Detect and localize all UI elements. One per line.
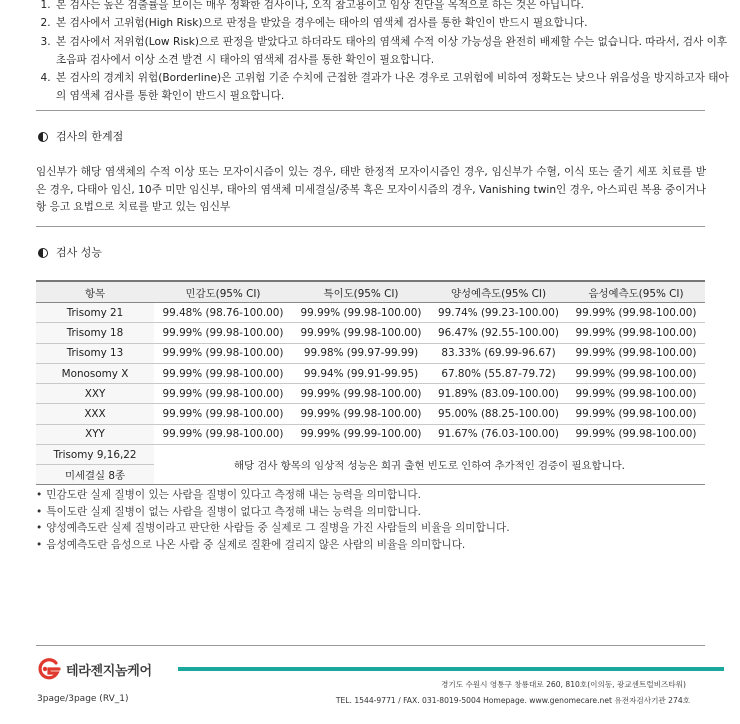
cell-specificity: 99.99% (99.98-100.00) xyxy=(292,404,430,424)
cell-specificity: 99.99% (99.98-100.00) xyxy=(292,384,430,404)
note-item: 4. 본 검사의 경계치 위험(Borderline)은 고위험 기준 수치에 근접한 결과가 나온 경우로 고위험에 비하여 정확도는 낮으나 위음성을 방지하고자 태아의 염색체 검사를 통한 확인이 반드시 필요합니다. xyxy=(54,69,734,106)
cell-ppv: 99.74% (99.23-100.00) xyxy=(430,303,567,323)
row-item: Trisomy 21 xyxy=(36,303,154,323)
cell-npv: 99.99% (99.98-100.00) xyxy=(567,323,705,343)
row-item: Monosomy X xyxy=(36,363,154,383)
extra-note: 해당 검사 항목의 임상적 성능은 희귀 출현 빈도로 인하여 추가적인 검증이 필요합니다. xyxy=(154,445,705,485)
cell-specificity: 99.99% (99.98-100.00) xyxy=(292,303,430,323)
performance-heading xyxy=(38,246,102,260)
definition-item: • 민감도란 실제 질병이 있는 사람을 질병이 있다고 측정해 내는 능력을 의미합니다. xyxy=(36,487,510,504)
cell-npv: 99.99% (99.98-100.00) xyxy=(567,404,705,424)
performance-title: 검사 성능 xyxy=(56,246,103,259)
cell-sensitivity: 99.99% (99.98-100.00) xyxy=(154,384,292,404)
cell-specificity: 99.94% (99.91-99.95) xyxy=(292,363,430,383)
cell-specificity: 99.99% (99.99-100.00) xyxy=(292,424,430,444)
cell-ppv: 83.33% (69.99-96.67) xyxy=(430,343,567,363)
table-row xyxy=(36,303,705,323)
footer-divider xyxy=(36,645,705,646)
limits-title: 검사의 한계점 xyxy=(56,130,124,143)
col-header-item: 항목 xyxy=(36,281,154,303)
cell-npv: 99.99% (99.98-100.00) xyxy=(567,363,705,383)
half-circle-icon xyxy=(38,248,48,258)
company-logo xyxy=(36,658,152,680)
definition-item: • 양성예측도란 실제 질병이라고 판단한 사람들 중 실제로 그 질병을 가진 사람들의 비율을 의미합니다. xyxy=(36,520,510,537)
table-header-row xyxy=(36,281,705,303)
cell-ppv: 91.67% (76.03-100.00) xyxy=(430,424,567,444)
cell-npv: 99.99% (99.98-100.00) xyxy=(567,384,705,404)
cell-sensitivity: 99.99% (99.98-100.00) xyxy=(154,404,292,424)
performance-table xyxy=(36,280,705,485)
cell-npv: 99.99% (99.98-100.00) xyxy=(567,343,705,363)
page-number: 3page/3page (RV_1) xyxy=(37,694,129,704)
cell-specificity: 99.98% (99.97-99.99) xyxy=(292,343,430,363)
definitions-list xyxy=(36,487,510,553)
limits-heading xyxy=(38,130,123,144)
row-item: Trisomy 13 xyxy=(36,343,154,363)
row-item: XXY xyxy=(36,384,154,404)
cell-specificity: 99.99% (99.98-100.00) xyxy=(292,323,430,343)
company-contact: TEL. 1544-9771 / FAX. 031-8019-5004 Homepage. www.genomecare.net 유전자검사기관 274호 xyxy=(335,696,690,705)
company-name: 테라젠지놈케어 xyxy=(66,663,152,679)
company-address: 경기도 수원시 영통구 창룡대로 260, 810호(이의동, 광교센트럴비즈타워) xyxy=(441,680,686,689)
cell-npv: 99.99% (99.98-100.00) xyxy=(567,424,705,444)
note-item: 1. 본 검사는 높은 검출률을 보이는 매우 정확한 검사이나, 오직 참고용이고 임상 진단을 목적으로 하는 것은 아닙니다. xyxy=(54,0,734,14)
cell-ppv: 96.47% (92.55-100.00) xyxy=(430,323,567,343)
row-item: XXX xyxy=(36,404,154,424)
terragen-logo-icon xyxy=(36,658,62,680)
brand-bar xyxy=(178,667,724,671)
table-row xyxy=(36,384,705,404)
definition-item: • 특이도란 실제 질병이 없는 사람을 질병이 없다고 측정해 내는 능력을 의미합니다. xyxy=(36,504,510,521)
cell-ppv: 67.80% (55.87-79.72) xyxy=(430,363,567,383)
cell-sensitivity: 99.48% (98.76-100.00) xyxy=(154,303,292,323)
cell-ppv: 91.89% (83.09-100.00) xyxy=(430,384,567,404)
cell-sensitivity: 99.99% (99.98-100.00) xyxy=(154,424,292,444)
limits-text: 임신부가 해당 염색체의 수적 이상 또는 모자이시즘이 있는 경우, 태반 한정적 모자이시즘인 경우, 임신부가 수혈, 이식 또는 줄기 세포 치료를 받은 경우, 다태아 임신, 10주 미만 임신부, 태아의 염색체 미세결실/중복 혹은 모자이시즘의 경우, Vanishing twin인 경우, 아스피린 복용 중이거나 항 응고 요법으로 치료를 받고 있는 임신부 xyxy=(36,166,706,213)
divider xyxy=(36,226,705,227)
table-row xyxy=(36,424,705,444)
notes-list xyxy=(34,0,734,106)
row-item: XYY xyxy=(36,424,154,444)
cell-sensitivity: 99.99% (99.98-100.00) xyxy=(154,363,292,383)
cell-sensitivity: 99.99% (99.98-100.00) xyxy=(154,323,292,343)
col-header-sensitivity: 민감도(95% CI) xyxy=(154,281,292,303)
cell-ppv: 95.00% (88.25-100.00) xyxy=(430,404,567,424)
note-item: 3. 본 검사에서 저위험(Low Risk)으로 판정을 받았다고 하더라도 태아의 염색체 수적 이상 가능성을 완전히 배제할 수는 없습니다. 따라서, 검사 이후 초음파 검사에서 이상 소견 발견 시 태아의 염색체 검사를 통한 확인이 필요합니다. xyxy=(54,33,734,70)
row-item: Trisomy 9,16,22 xyxy=(36,445,154,465)
row-item: 미세결실 8종 xyxy=(36,465,154,485)
cell-npv: 99.99% (99.98-100.00) xyxy=(567,303,705,323)
definition-item: • 음성예측도란 음성으로 나온 사람 중 실제로 질환에 걸리지 않은 사람의 비율을 의미합니다. xyxy=(36,537,510,554)
row-item: Trisomy 18 xyxy=(36,323,154,343)
col-header-npv: 음성예측도(95% CI) xyxy=(567,281,705,303)
note-item: 2. 본 검사에서 고위험(High Risk)으로 판정을 받았을 경우에는 태아의 염색체 검사를 통한 확인이 반드시 필요합니다. xyxy=(54,14,734,32)
table-row xyxy=(36,323,705,343)
divider xyxy=(36,110,705,111)
cell-sensitivity: 99.99% (99.98-100.00) xyxy=(154,343,292,363)
half-circle-icon xyxy=(38,132,48,142)
table-row xyxy=(36,343,705,363)
table-row xyxy=(36,445,705,465)
table-row xyxy=(36,404,705,424)
col-header-specificity: 특이도(95% CI) xyxy=(292,281,430,303)
col-header-ppv: 양성예측도(95% CI) xyxy=(430,281,567,303)
table-row xyxy=(36,363,705,383)
